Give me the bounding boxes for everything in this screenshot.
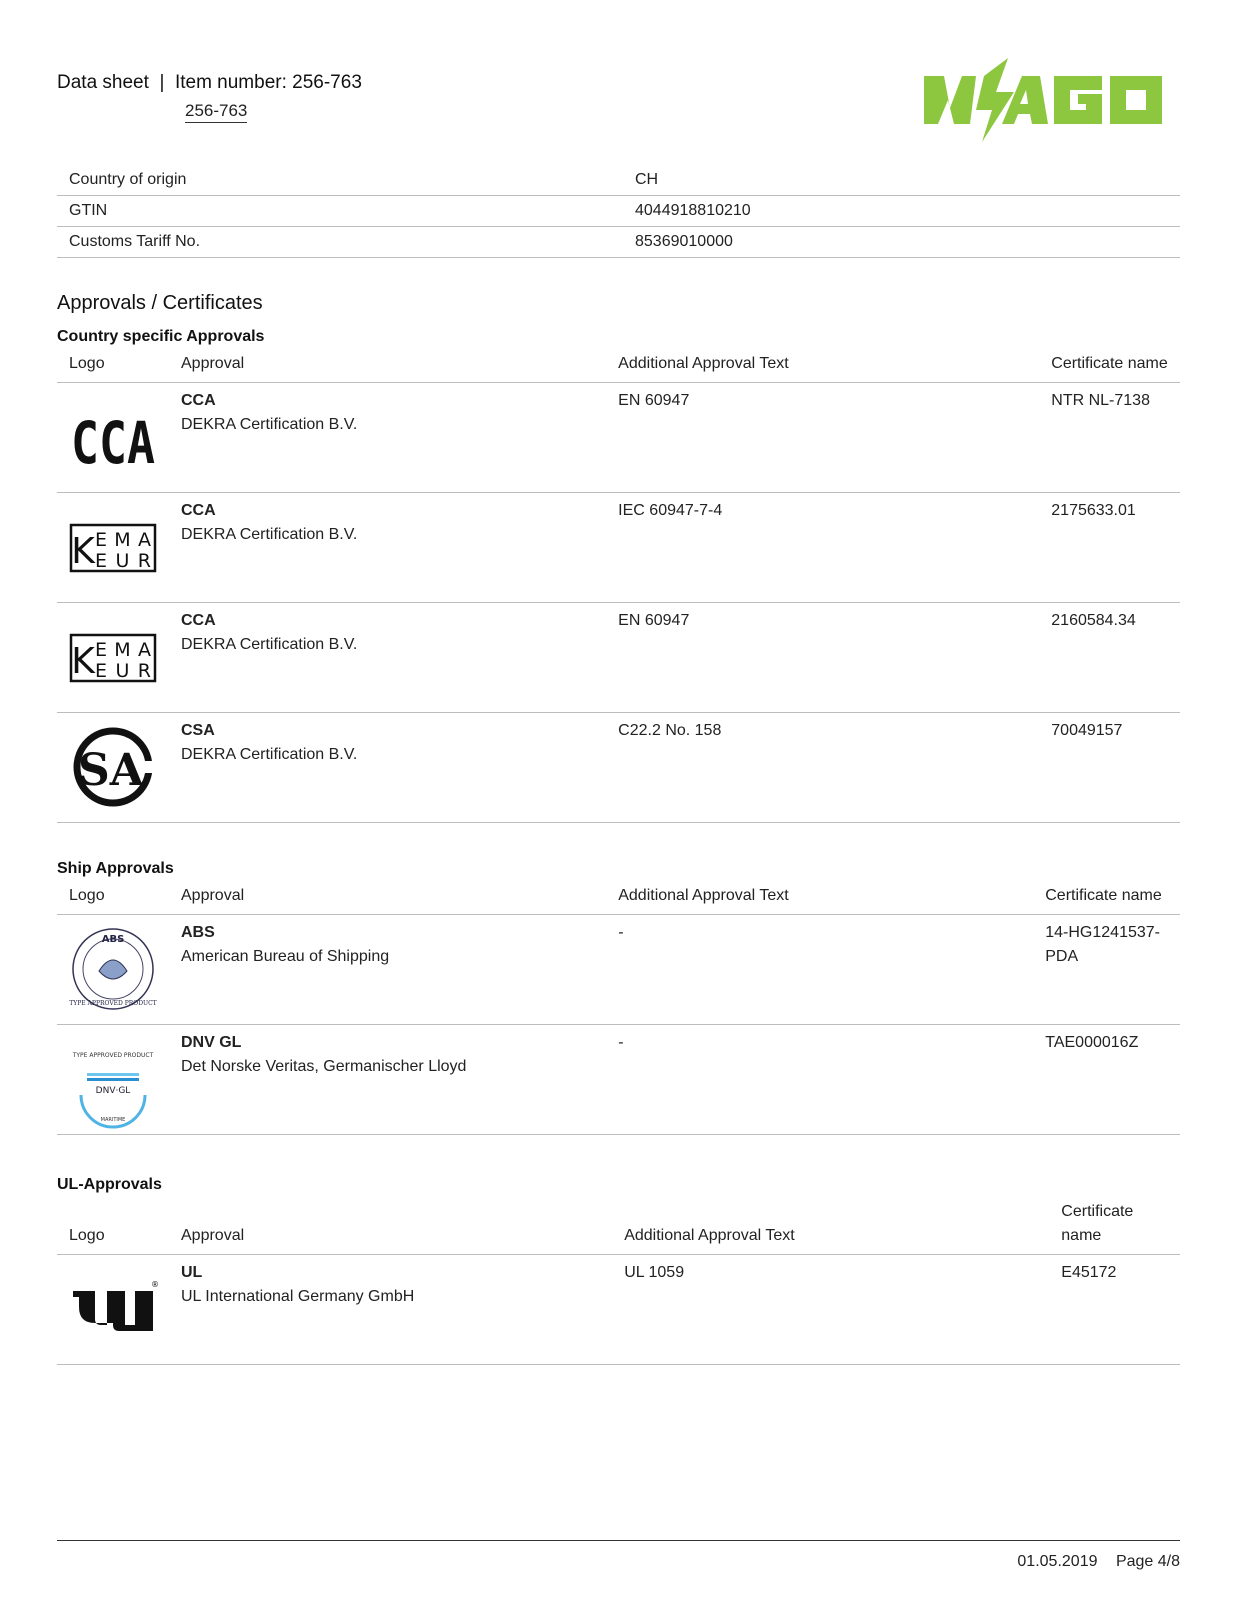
approval-body: DEKRA Certification B.V. [181,746,358,763]
approval-body: DEKRA Certification B.V. [181,636,358,653]
approval-cell [169,383,606,493]
header-row [57,884,1180,915]
approval-row [57,713,1180,823]
approval-body: DEKRA Certification B.V. [181,526,358,543]
approval-logo-image [69,1035,157,1123]
approval-cell [169,1025,606,1135]
col-logo-header: Logo [57,1200,169,1255]
approval-logo-image [69,723,157,811]
col-additional-header: Additional Approval Text [612,1200,1049,1255]
info-label: Country of origin [57,165,619,196]
approval-cell [169,493,606,603]
approval-row [57,383,1180,493]
approval-text: C22.2 No. 158 [606,713,1039,823]
col-logo-header: Logo [57,352,169,383]
approval-row [57,1025,1180,1135]
approval-logo-image [69,393,157,481]
approval-cell [169,713,606,823]
info-row [57,227,1180,258]
svg-text:ABS: ABS [101,934,125,945]
section-title: Approvals / Certificates [57,292,263,314]
approval-logo [57,915,169,1025]
header-row [57,1200,1180,1255]
country-approvals-table [57,352,1180,823]
col-approval-header: Approval [169,352,606,383]
certificate-name: 70049157 [1039,713,1180,823]
svg-text:EMA: EMA [95,529,151,551]
svg-text:®: ® [151,1280,159,1289]
info-row [57,196,1180,227]
approval-name: ABS [181,924,215,941]
info-row [57,165,1180,196]
approval-text: UL 1059 [612,1255,1049,1365]
svg-text:DNV·GL: DNV·GL [95,1086,131,1096]
ul-approvals-title: UL-Approvals [57,1176,162,1193]
header-row [57,352,1180,383]
ship-approvals-title: Ship Approvals [57,860,174,877]
svg-text:SA: SA [78,745,144,796]
info-value: 4044918810210 [619,196,1180,227]
col-approval-header: Approval [169,1200,612,1255]
approval-row [57,1255,1180,1365]
approval-text: - [606,915,1033,1025]
page-title: Data sheet | Item number: 256-763 [57,72,362,93]
approval-body: DEKRA Certification B.V. [181,416,358,433]
approval-logo-image [69,503,157,591]
col-additional-header: Additional Approval Text [606,884,1033,915]
approval-name: CCA [181,502,216,519]
approval-logo [57,493,169,603]
info-label: GTIN [57,196,619,227]
country-approvals-title: Country specific Approvals [57,328,265,345]
col-certificate-header: Certificate name [1039,352,1180,383]
approval-name: DNV GL [181,1034,242,1051]
svg-text:K: K [71,531,95,572]
approval-row [57,493,1180,603]
approval-body: Det Norske Veritas, Germanischer Lloyd [181,1058,467,1075]
approval-name: CCA [181,612,216,629]
col-additional-header: Additional Approval Text [606,352,1039,383]
approval-cell [169,1255,612,1365]
approval-name: UL [181,1264,203,1281]
certificate-name: 2175633.01 [1039,493,1180,603]
info-value: CH [619,165,1180,196]
footer-date: 01.05.2019 [1017,1553,1098,1570]
approval-text: EN 60947 [606,603,1039,713]
col-certificate-header: Certificate name [1033,884,1180,915]
approval-row [57,603,1180,713]
certificate-name: NTR NL-7138 [1039,383,1180,493]
certificate-name: TAE000016Z [1033,1025,1180,1135]
approval-logo-image [69,613,157,701]
svg-text:TYPE APPROVED PRODUCT: TYPE APPROVED PRODUCT [69,1000,157,1007]
footer-page: Page 4/8 [1115,1553,1180,1570]
col-certificate-header: Certificate name [1049,1200,1180,1255]
wago-logo [924,58,1180,142]
footer-divider [57,1540,1180,1541]
approval-name: CSA [181,722,215,739]
approval-logo [57,383,169,493]
approval-cell [169,915,606,1025]
approval-text: - [606,1025,1033,1135]
approval-logo [57,603,169,713]
svg-text:K: K [71,641,95,682]
approval-logo [57,1255,169,1365]
approval-logo-image [69,925,157,1013]
svg-text:EUR: EUR [95,660,151,682]
footer [1003,1553,1180,1571]
product-info-table [57,165,1180,258]
svg-text:TYPE APPROVED PRODUCT: TYPE APPROVED PRODUCT [72,1052,154,1059]
item-number-link[interactable]: 256-763 [185,101,247,123]
approval-body: American Bureau of Shipping [181,948,390,965]
info-label: Customs Tariff No. [57,227,619,258]
svg-text:EUR: EUR [95,550,151,572]
info-value: 85369010000 [619,227,1180,258]
svg-text:EMA: EMA [95,639,151,661]
svg-text:CCA: CCA [71,409,155,477]
approval-logo-image [69,1265,157,1353]
ship-approvals-table [57,884,1180,1135]
approval-body: UL International Germany GmbH [181,1288,415,1305]
approval-name: CCA [181,392,216,409]
ul-approvals-table [57,1200,1180,1365]
approval-cell [169,603,606,713]
certificate-name: 14-HG1241537-PDA [1033,915,1180,1025]
certificate-name: E45172 [1049,1255,1180,1365]
col-approval-header: Approval [169,884,606,915]
approval-text: IEC 60947-7-4 [606,493,1039,603]
certificate-name: 2160584.34 [1039,603,1180,713]
approval-logo [57,713,169,823]
approval-text: EN 60947 [606,383,1039,493]
svg-text:MARITIME: MARITIME [100,1117,126,1123]
approval-row [57,915,1180,1025]
col-logo-header: Logo [57,884,169,915]
approval-logo [57,1025,169,1135]
